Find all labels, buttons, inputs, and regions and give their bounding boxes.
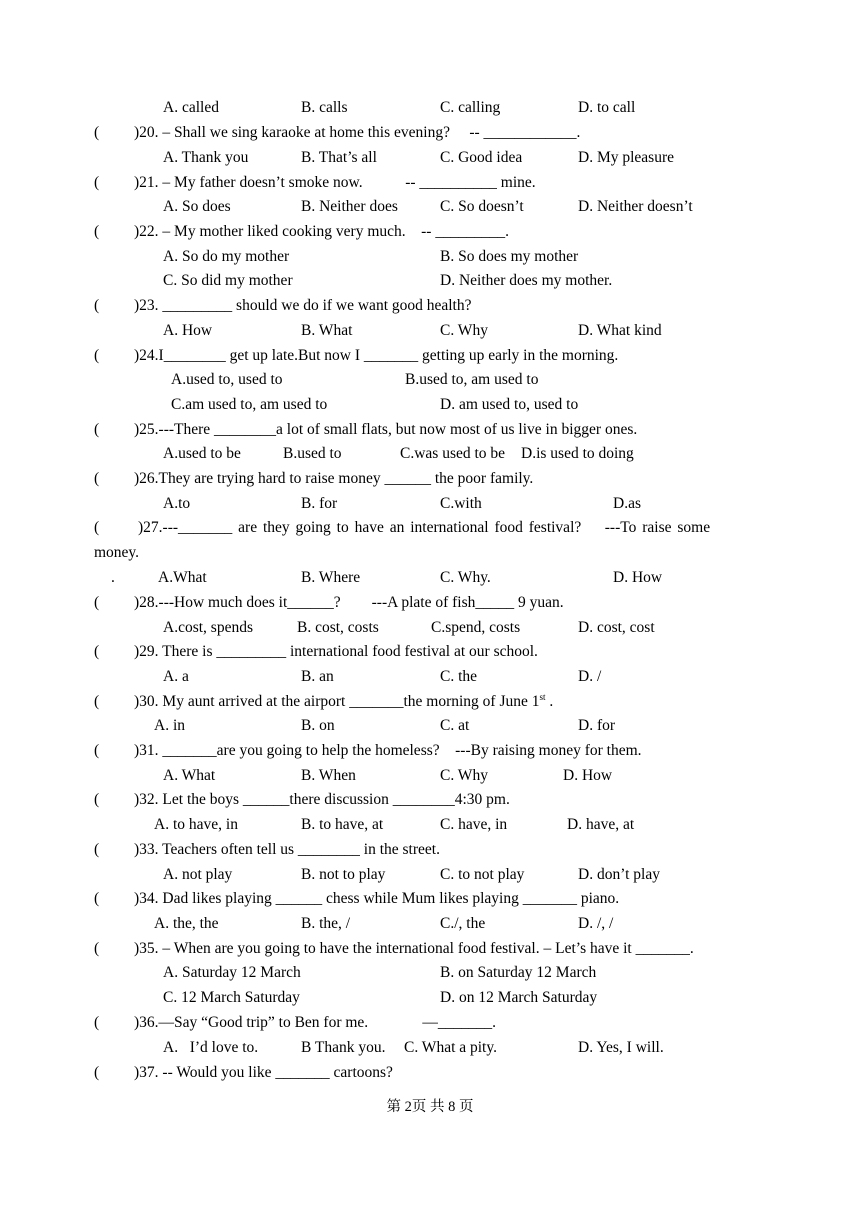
option-b: B.used to — [283, 445, 342, 462]
option-a: A.cost, spends — [163, 619, 253, 636]
option-d: D. have, at — [567, 816, 635, 833]
answer-bracket: ( — [94, 890, 100, 907]
option-d: D. don’t play — [578, 866, 660, 883]
option-d: D. How — [613, 569, 663, 586]
option-b: B. Neither does — [301, 198, 398, 215]
option-d: D.is used to doing — [521, 445, 634, 462]
stray-period: . — [111, 569, 115, 586]
answer-bracket: ( — [94, 1064, 100, 1081]
option-d: D. My pleasure — [578, 149, 674, 166]
option-b: B. calls — [301, 99, 348, 116]
option-c: C. the — [440, 668, 478, 685]
option-b: B. to have, at — [301, 816, 384, 833]
question-34: )34. Dad likes playing ______ chess while Mum likes playing _______ piano. — [134, 890, 620, 907]
option-a: A.to — [163, 495, 191, 512]
answer-bracket: ( — [94, 940, 100, 957]
question-37: )37. -- Would you like _______ cartoons? — [134, 1064, 393, 1081]
question-29: )29. There is _________ international food festival at our school. — [134, 643, 538, 660]
answer-bracket: ( — [94, 742, 100, 759]
option-d: D. / — [578, 668, 602, 685]
question-26: )26.They are trying hard to raise money ______ the poor family. — [134, 470, 534, 487]
option-a: A. So does — [163, 198, 231, 215]
answer-bracket: ( — [94, 693, 100, 710]
option-b: B. an — [301, 668, 334, 685]
option-a: A. How — [163, 322, 213, 339]
option-c: C. Why — [440, 767, 488, 784]
option-b: B.used to, am used to — [405, 371, 539, 388]
answer-bracket: ( — [94, 174, 100, 191]
option-c: C. So did my mother — [163, 272, 293, 289]
answer-bracket: ( — [94, 841, 100, 858]
option-c: C. at — [440, 717, 470, 734]
option-d: D. on 12 March Saturday — [440, 989, 598, 1006]
answer-bracket: ( — [94, 223, 100, 240]
answer-bracket: ( — [94, 297, 100, 314]
option-a: A. not play — [163, 866, 233, 883]
option-a: A. called — [163, 99, 219, 116]
option-d: D. Yes, I will. — [578, 1039, 664, 1056]
answer-bracket: ( — [94, 347, 100, 364]
option-b: B. not to play — [301, 866, 386, 883]
option-d: D. to call — [578, 99, 636, 116]
option-b: B. Where — [301, 569, 361, 586]
option-c: C.with — [440, 495, 482, 512]
option-c: C./, the — [440, 915, 486, 932]
superscript: st — [539, 691, 546, 702]
option-d: D. cost, cost — [578, 619, 655, 636]
question-30 — [134, 692, 553, 712]
option-d: D. /, / — [578, 915, 614, 932]
question-30-text: )30. My aunt arrived at the airport _______the morning of June 1 — [134, 693, 540, 710]
question-22: )22. – My mother liked cooking very much. -- _________. — [134, 223, 509, 240]
question-20: )20. – Shall we sing karaoke at home this evening? -- ____________. — [134, 124, 581, 141]
option-d: D. What kind — [578, 322, 662, 339]
answer-bracket: ( — [94, 421, 100, 438]
option-a: A.What — [158, 569, 207, 586]
answer-bracket: ( — [94, 643, 100, 660]
option-a: A. So do my mother — [163, 248, 290, 265]
option-a: A. a — [163, 668, 189, 685]
question-35: )35. – When are you going to have the international food festival. – Let’s have it _______. — [134, 940, 694, 957]
option-a: A. in — [154, 717, 185, 734]
option-d: D. Neither doesn’t — [578, 198, 693, 215]
option-b: B. When — [301, 767, 356, 784]
answer-bracket: ( — [94, 470, 100, 487]
option-b: B. on Saturday 12 March — [440, 964, 597, 981]
option-c: C. Good idea — [440, 149, 523, 166]
option-c: C. calling — [440, 99, 501, 116]
option-c: C. So doesn’t — [440, 198, 524, 215]
option-b: B. for — [301, 495, 338, 512]
question-28: )28.---How much does it______? ---A plate of fish_____ 9 yuan. — [134, 594, 564, 611]
option-b: B. cost, costs — [297, 619, 379, 636]
question-27: )27.---_______ are they going to have an international food festival? ---To raise some — [138, 519, 711, 536]
option-c: C.spend, costs — [431, 619, 521, 636]
question-21: )21. – My father doesn’t smoke now. -- __________ mine. — [134, 174, 536, 191]
option-b: B. So does my mother — [440, 248, 579, 265]
option-b: B. What — [301, 322, 353, 339]
option-a: A. Saturday 12 March — [163, 964, 301, 981]
option-d: D. am used to, used to — [440, 396, 579, 413]
option-b: B Thank you. — [301, 1039, 386, 1056]
option-c: C. have, in — [440, 816, 508, 833]
answer-bracket: ( — [94, 124, 100, 141]
option-a: A. Thank you — [163, 149, 249, 166]
option-c: C. Why — [440, 322, 488, 339]
option-c: C.was used to be — [400, 445, 506, 462]
option-a: A. What — [163, 767, 216, 784]
option-d: D. for — [578, 717, 616, 734]
question-27-continued: money. — [94, 544, 140, 561]
option-a: A.used to, used to — [171, 371, 283, 388]
option-a: A. the, the — [154, 915, 219, 932]
option-d: D.as — [613, 495, 641, 512]
option-d: D. Neither does my mother. — [440, 272, 613, 289]
answer-bracket: ( — [94, 519, 100, 536]
option-c: C. to not play — [440, 866, 525, 883]
option-a: A. to have, in — [154, 816, 238, 833]
page-footer: 第 2页 共 8 页 — [386, 1099, 474, 1115]
option-b: B. the, / — [301, 915, 351, 932]
question-33: )33. Teachers often tell us ________ in the street. — [134, 841, 440, 858]
option-d: D. How — [563, 767, 613, 784]
answer-bracket: ( — [94, 1014, 100, 1031]
option-c: C. 12 March Saturday — [163, 989, 300, 1006]
answer-bracket: ( — [94, 791, 100, 808]
question-25: )25.---There ________a lot of small flats, but now most of us live in bigger ones. — [134, 421, 638, 438]
question-30-tail: . — [545, 693, 554, 710]
question-31: )31. _______are you going to help the homeless? ---By raising money for them. — [134, 742, 642, 759]
option-b: B. That’s all — [301, 149, 377, 166]
option-a: A.used to be — [163, 445, 241, 462]
option-c: C.am used to, am used to — [171, 396, 328, 413]
question-24: )24.I________ get up late.But now I _______ getting up early in the morning. — [134, 347, 619, 364]
answer-bracket: ( — [94, 594, 100, 611]
option-b: B. on — [301, 717, 335, 734]
option-a: A. I’d love to. — [163, 1039, 259, 1056]
question-23: )23. _________ should we do if we want good health? — [134, 297, 472, 314]
option-c: C. What a pity. — [404, 1039, 497, 1056]
question-36: )36.—Say “Good trip” to Ben for me. —_______. — [134, 1014, 497, 1031]
option-c: C. Why. — [440, 569, 491, 586]
question-32: )32. Let the boys ______there discussion ________4:30 pm. — [134, 791, 510, 808]
